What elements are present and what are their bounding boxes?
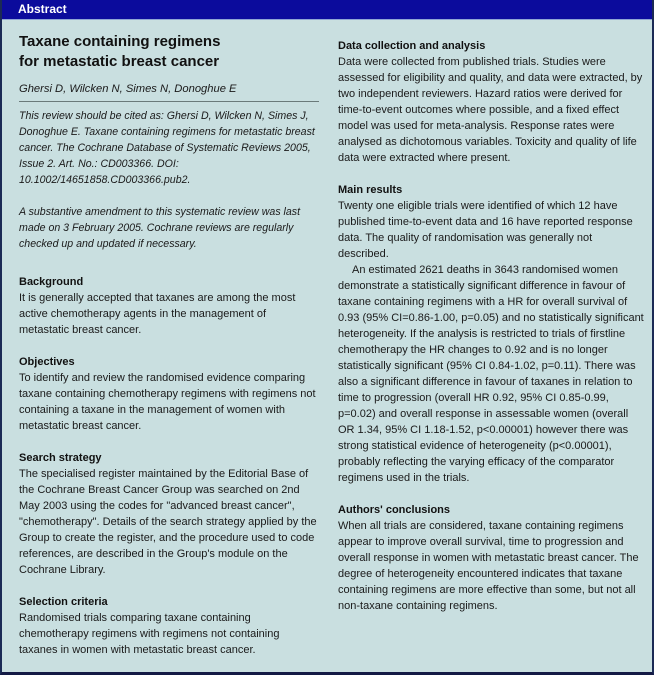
title-line-1: Taxane containing regimens <box>19 33 221 50</box>
section-background <box>19 274 317 338</box>
authors-line: Ghersi D, Wilcken N, Simes N, Donoghue E <box>19 82 319 102</box>
section-text: Data were collected from published trials. Studies were assessed for eligibility and quality, and data were extracted, by two independent reviewers. Hazard ratios were derived for time-to-event outcomes where possible, and a fixed effect model was used for meta-analysis. Response rates were analysed as dichotomous variables. Toxicity and quality of life data were extracted where present. <box>338 56 643 164</box>
section-text: Randomised trials comparing taxane containing chemotherapy regimens with regimens not containing taxanes in women with metastatic breast cancer. <box>19 612 280 656</box>
section-heading: Main results <box>338 184 403 196</box>
section-authors-conclusions <box>338 502 644 614</box>
abstract-columns <box>2 20 652 674</box>
section-selection-criteria <box>19 594 317 658</box>
section-text: To identify and review the randomised evidence comparing taxane containing chemotherapy regimens with regimens not containing a taxane in the management of women with metastatic breast cancer. <box>19 372 316 432</box>
citation-note: This review should be cited as: Ghersi D, Wilcken N, Simes J, Donoghue E. Taxane containing regimens for metastatic breast cancer. The Cochrane Database of Systematic Reviews 2005, Issue 2. Art. No.: CD003366. DOI: 10.1002/14651858.CD003366.pub2. <box>19 110 315 186</box>
section-main-results <box>338 182 644 486</box>
left-column <box>2 20 329 674</box>
section-heading: Objectives <box>19 356 75 368</box>
section-heading: Selection criteria <box>19 596 108 608</box>
section-heading: Data collection and analysis <box>338 40 486 52</box>
section-heading: Background <box>19 276 84 288</box>
section-text: When all trials are considered, taxane containing regimens appear to improve overall survival, time to progression and overall response in women with metastatic breast cancer. The degree of heterogeneity encountered indicates that taxane containing regimens are more effective than some, but not all non-taxane containing regimens. <box>338 520 639 612</box>
section-data-collection <box>338 38 644 166</box>
section-text: It is generally accepted that taxanes are among the most active chemotherapy agents in the management of metastatic breast cancer. <box>19 292 296 336</box>
section-search-strategy <box>19 450 317 578</box>
right-column <box>329 20 652 674</box>
section-text: The specialised register maintained by the Editorial Base of the Cochrane Breast Cancer Group was searched on 2nd May 2003 using the codes for "advanced breast cancer", "chemotherapy". Details of the search strategy applied by the Group to create the register, and the procedure used to code references, are described in the Group's module on the Cochrane Library. <box>19 468 317 576</box>
section-heading: Authors' conclusions <box>338 504 451 516</box>
section-text: An estimated 2621 deaths in 3643 randomised women demonstrate a statistically significant difference in favour of taxane containing regimens with a HR for overall survival of 0.93 (95% CI=0.86-1.00, p=0.05) and no statistically significant heterogeneity. If the analysis is restricted to trials of firstline chemotherapy the HR changes to 0.92 and is no longer statistically significant (95% CI 0.84-1.02, p=0.11). There was also a significant difference in favour of taxanes in relation to time to progression (overall HR 0.92, 95% CI 0.85-0.99, p=0.02) and overall response in assessable women (overall OR 1.34, 95% CI 1.18-1.52, p<0.00001) however there was strong statistical evidence of heterogeneity (p<0.00001), probably reflecting the varying efficacy of the comparator regimens used in the trials. <box>338 264 644 484</box>
section-heading: Search strategy <box>19 452 102 464</box>
abstract-header: Abstract <box>2 0 652 20</box>
article-title <box>19 32 317 72</box>
title-line-2: for metastatic breast cancer <box>19 53 220 70</box>
section-objectives <box>19 354 317 434</box>
section-text: Twenty one eligible trials were identified of which 12 have published time-to-event data and 16 have reported response data. The quality of randomisation was generally not described. <box>338 200 633 260</box>
amendment-note: A substantive amendment to this systematic review was last made on 3 February 2005. Cochrane reviews are regularly checked up and updated if necessary. <box>19 206 301 250</box>
